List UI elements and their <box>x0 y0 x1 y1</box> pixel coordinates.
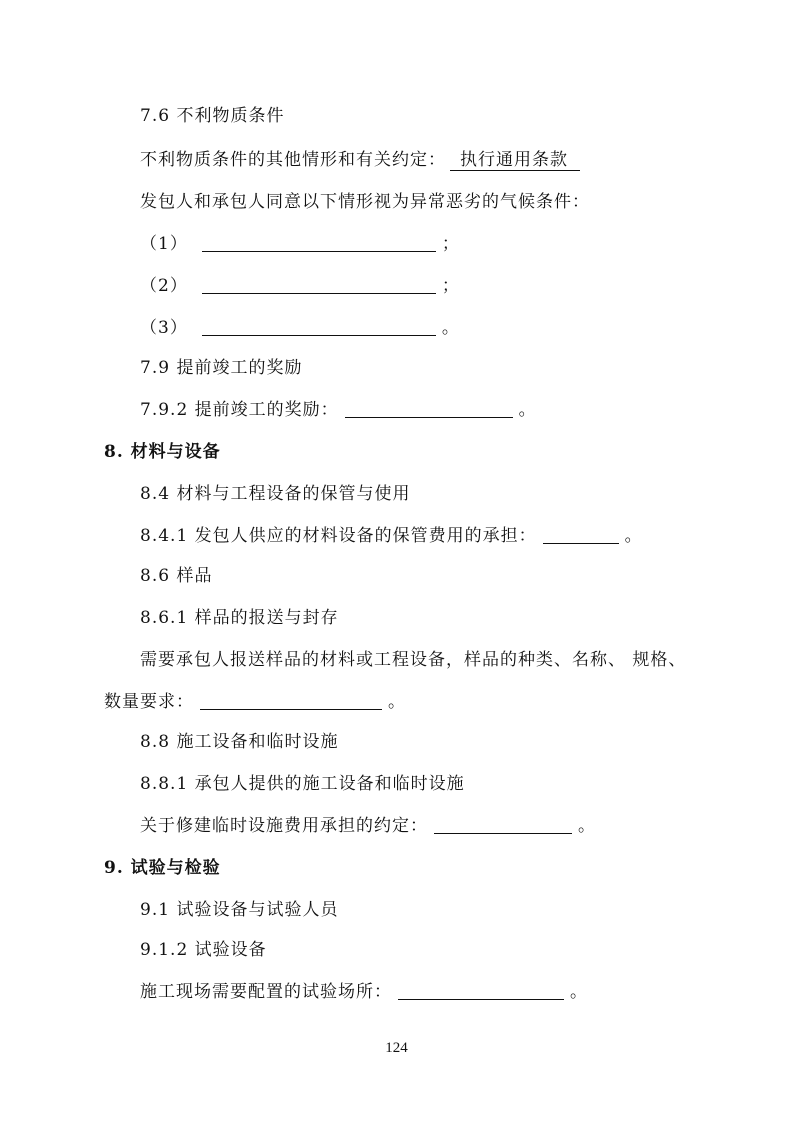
section-7-6-title: 7.6 不利物质条件 <box>140 106 285 126</box>
fill-in-blank <box>345 399 513 418</box>
quantity-requirement-label: 数量要求： <box>104 692 194 712</box>
weather-item-1 <box>140 232 460 256</box>
section-8-8-title: 8.8 施工设备和临时设施 <box>140 732 339 752</box>
fill-in-blank <box>200 691 382 710</box>
other-conditions-value: 执行通用条款 <box>450 150 580 171</box>
chapter-8-heading: 8. 材料与设备 <box>104 442 221 462</box>
end-punct: 。 <box>388 692 406 712</box>
section-9-1-2-title: 9.1.2 试验设备 <box>140 940 267 960</box>
temporary-facilities-cost <box>140 814 596 838</box>
fill-in-blank <box>398 981 564 1000</box>
test-site-requirement <box>140 980 588 1004</box>
section-7-9-title: 7.9 提前竣工的奖励 <box>140 358 303 378</box>
section-8-4-1 <box>140 524 643 548</box>
section-8-4-title: 8.4 材料与工程设备的保管与使用 <box>140 484 411 504</box>
page-number: 124 <box>385 1040 408 1056</box>
section-8-6-title: 8.6 样品 <box>140 566 213 586</box>
sample-requirements-line-2 <box>104 690 406 714</box>
weather-item-3 <box>140 316 460 340</box>
item-number: （1） <box>140 234 188 254</box>
early-completion-reward-label: 7.9.2 提前竣工的奖励： <box>140 400 339 420</box>
section-8-8-1-title: 8.8.1 承包人提供的施工设备和临时设施 <box>140 774 465 794</box>
item-end-punct: ； <box>441 276 460 296</box>
fill-in-blank <box>543 525 619 544</box>
other-conditions-label: 不利物质条件的其他情形和有关约定： <box>140 150 446 170</box>
end-punct: 。 <box>570 982 588 1002</box>
fill-in-blank <box>202 317 436 336</box>
end-punct: 。 <box>518 400 537 420</box>
item-end-punct: 。 <box>441 318 460 338</box>
temporary-facilities-label: 关于修建临时设施费用承担的约定： <box>140 816 428 836</box>
storage-cost-label: 8.4.1 发包人供应的材料设备的保管费用的承担： <box>140 526 537 546</box>
weather-item-2 <box>140 274 460 298</box>
section-7-9-2 <box>140 398 537 422</box>
end-punct: 。 <box>578 816 596 836</box>
section-7-6-other-conditions <box>140 148 580 172</box>
fill-in-blank <box>434 815 572 834</box>
item-number: （2） <box>140 276 188 296</box>
fill-in-blank <box>202 275 436 294</box>
test-site-label: 施工现场需要配置的试验场所： <box>140 982 392 1002</box>
item-end-punct: ； <box>441 234 460 254</box>
end-punct: 。 <box>624 526 643 546</box>
item-number: （3） <box>140 318 188 338</box>
fill-in-blank <box>202 233 436 252</box>
sample-requirements-line-1: 需要承包人报送样品的材料或工程设备，样品的种类、名称、 规格、 <box>140 650 687 670</box>
chapter-9-heading: 9. 试验与检验 <box>104 858 221 878</box>
section-8-6-1-title: 8.6.1 样品的报送与封存 <box>140 608 339 628</box>
weather-conditions-intro: 发包人和承包人同意以下情形视为异常恶劣的气候条件： <box>140 192 590 212</box>
section-9-1-title: 9.1 试验设备与试验人员 <box>140 900 339 920</box>
